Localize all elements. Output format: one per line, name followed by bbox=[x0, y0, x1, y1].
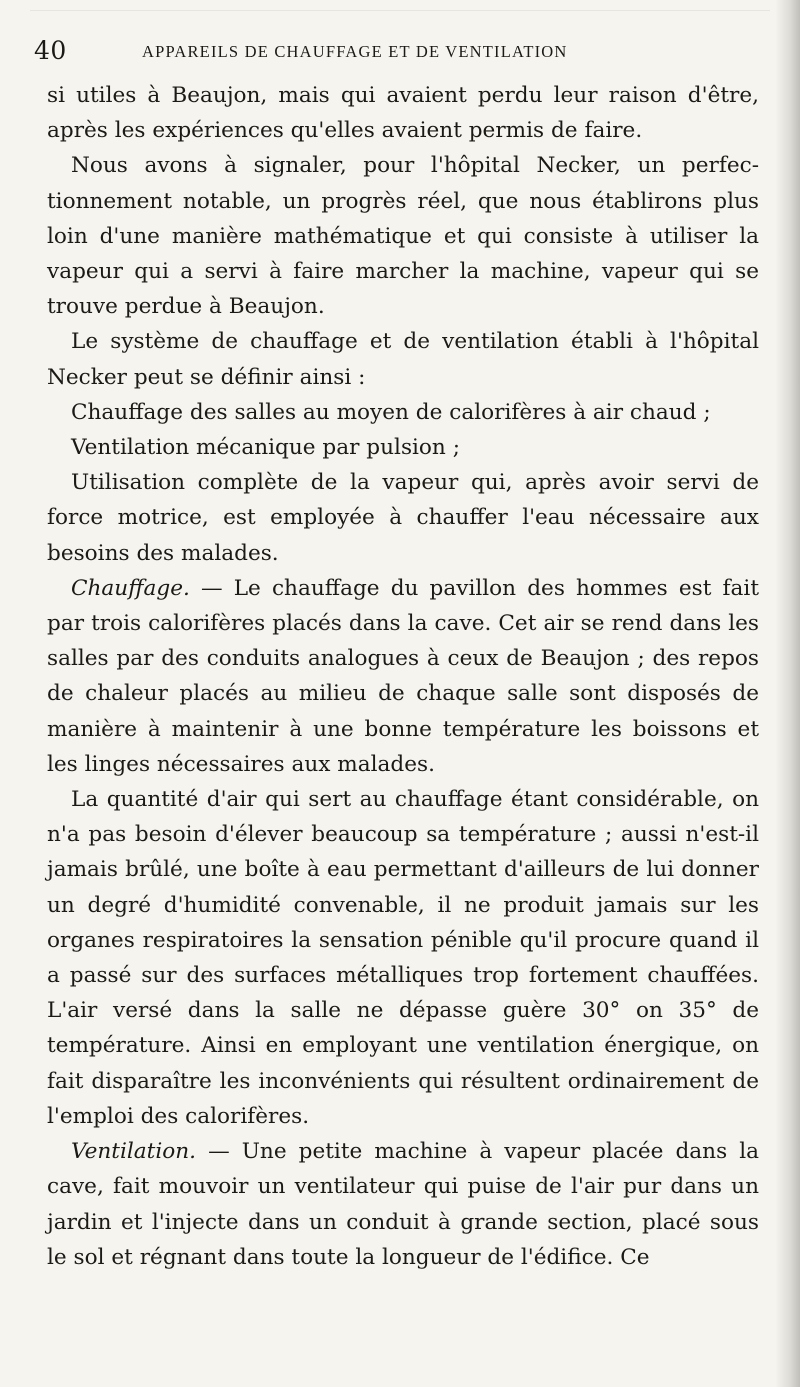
section-label: Ventilation. bbox=[71, 1139, 197, 1165]
paragraph bbox=[47, 465, 759, 571]
paragraph-text: — Une petite machine à vapeur placée dans la cave, fait mouvoir un ventilateur qui puise de l'air pur dans un jardin et l'injecte dans un conduit à grande section, placé sous le sol et régnant dans toute la longueur de l'édifice. Ce bbox=[47, 1139, 759, 1270]
page-edge-line bbox=[30, 10, 770, 11]
page-number: 40 bbox=[34, 36, 67, 65]
section-label: Chauffage. bbox=[71, 575, 190, 601]
paragraph bbox=[47, 324, 759, 394]
body-text bbox=[47, 78, 759, 1275]
paragraph bbox=[47, 782, 759, 1134]
paragraph-text: — Le chauffage du pavillon des hommes est fait par trois calorifères placés dans la cave. Cet air se rend dans les salles par des conduits analogues à ceux de Beaujon ; des repos de chaleur placés au milieu de chaque salle sont disposés de manière à maintenir à une bonne température les boissons et les linges nécessaires aux malades. bbox=[47, 575, 759, 777]
paragraph bbox=[47, 148, 759, 324]
paragraph-text: Nous avons à signaler, pour l'hôpital Necker, un perfectionnement notable, un progrès réel, que nous établirons plus loin d'une manière mathématique et qui consiste à utiliser la vapeur qui a servi à faire marcher la machine, vapeur qui se trouve perdue à Beaujon. bbox=[47, 153, 759, 320]
paragraph-text: Ventilation mécanique par pulsion ; bbox=[71, 435, 460, 461]
paragraph-text: Utilisation complète de la vapeur qui, après avoir servi de force motrice, est employée à chauffer l'eau nécessaire aux besoins des malades. bbox=[47, 470, 759, 566]
paragraph bbox=[47, 78, 759, 148]
paragraph-ventilation bbox=[47, 1134, 759, 1275]
paragraph-text: La quantité d'air qui sert au chauffage étant considérable, on n'a pas besoin d'élever beaucoup sa température ; aussi n'est-il jamais brûlé, une boîte à eau permettant d'ailleurs de lui donner un degré d'humidité convenable, il ne produit jamais sur les organes respiratoires la sensation pénible qu'il procure quand il a passé sur des surfaces métalliques trop fortement chauffées. L'air versé dans la salle ne dépasse guère 30° on 35° de température. Ainsi en employant une ventilation énergique, on fait disparaître les inconvénients qui résultent ordinairement de l'emploi des calorifères. bbox=[47, 787, 759, 1129]
paragraph-text: Le système de chauffage et de ventilation établi à l'hôpital Necker peut se définir ainsi : bbox=[47, 329, 759, 390]
running-head-title: APPAREILS DE CHAUFFAGE ET DE VENTILATION bbox=[142, 42, 568, 61]
paragraph bbox=[47, 395, 759, 430]
paragraph-chauffage bbox=[47, 571, 759, 782]
running-head bbox=[34, 36, 754, 66]
paragraph-text: Chauffage des salles au moyen de calorifères à air chaud ; bbox=[71, 399, 711, 425]
paragraph bbox=[47, 430, 759, 465]
paragraph-text: si utiles à Beaujon, mais qui avaient perdu leur raison d'être, après les expériences qu'elles avaient permis de faire. bbox=[47, 83, 759, 144]
